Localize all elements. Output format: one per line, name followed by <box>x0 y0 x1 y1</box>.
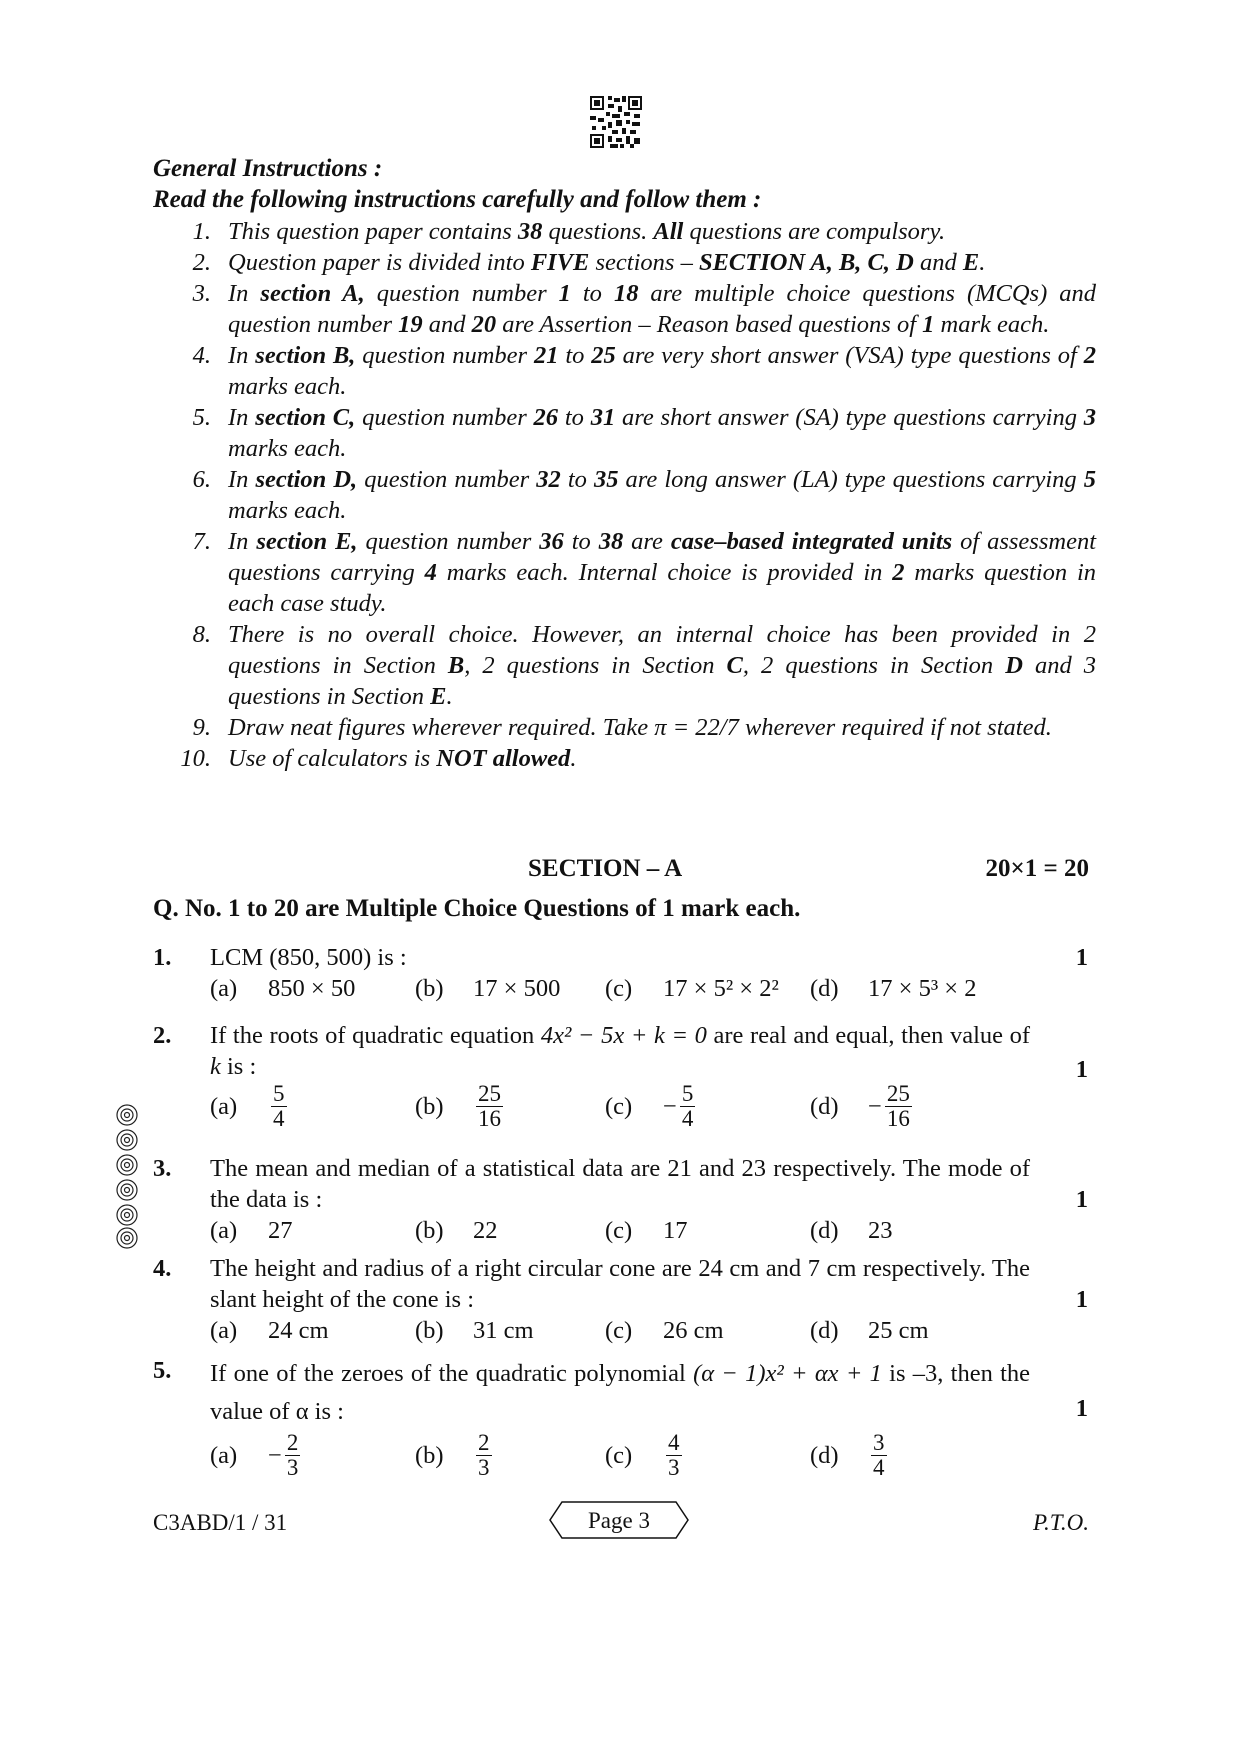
instruction-item: 7. In section E, question number 36 to 38 are case–based integrated units of assessment questions carrying 4 marks each. Internal choice is provided in 2 marks question in each case study. <box>153 526 1096 619</box>
question-number: 2. <box>153 1022 172 1049</box>
option-b: (b) 17 × 500 <box>415 975 561 1002</box>
option-b: (b) 31 cm <box>415 1317 534 1344</box>
instruction-item: 3. In section A, question number 1 to 18 are multiple choice questions (MCQs) and question number 19 and 20 are Assertion – Reason based questions of 1 mark each. <box>153 278 1096 340</box>
instruction-item: 5. In section C, question number 26 to 31 are short answer (SA) type questions carrying 3 marks each. <box>153 402 1096 464</box>
instruction-number: 10. <box>180 745 211 772</box>
question-mark: 1 <box>1075 1186 1088 1213</box>
equation: 4x² − 5x + k = 0 <box>540 1022 707 1049</box>
question-1 <box>153 942 1088 1007</box>
instruction-number: 6. <box>192 466 211 493</box>
instruction-item: 10. Use of calculators is NOT allowed. <box>153 743 1096 774</box>
option-c: (c) 17 × 5² × 2² <box>605 975 779 1002</box>
question-4 <box>153 1253 1088 1349</box>
instruction-item: 1. This question paper contains 38 questions. All questions are compulsory. <box>153 216 1096 247</box>
instructions-list <box>153 216 1096 774</box>
question-text: If one of the zeroes of the quadratic polynomial (α − 1)x² + αx + 1 is –3, then the value of α is : <box>210 1360 1031 1425</box>
instruction-number: 5. <box>192 404 211 431</box>
option-c: (c) $\frac{4}{3}$ <box>605 1430 680 1481</box>
mcq-heading: Q. No. 1 to 20 are Multiple Choice Questions of 1 mark each. <box>153 895 801 922</box>
option-d: (d) − $\frac{25}{16}$ <box>810 1081 910 1132</box>
paper-code: C3ABD/1 / 31 <box>153 1510 288 1535</box>
options-row <box>210 1431 1088 1493</box>
instruction-item: 8. There is no overall choice. However, an internal choice has been provided in 2 questions in Section B, 2 questions in Section C, 2 questions in Section D and 3 questions in Section E. <box>153 619 1096 712</box>
instruction-number: 3. <box>192 280 211 307</box>
instruction-item: 2. Question paper is divided into FIVE sections – SECTION A, B, C, D and E. <box>153 247 1096 278</box>
option-c: (c) − $\frac{5}{4}$ <box>605 1081 694 1132</box>
option-d: (d) $\frac{3}{4}$ <box>810 1430 885 1481</box>
question-mark: 1 <box>1075 944 1088 971</box>
instruction-item: 9. Draw neat figures wherever required. Take π = 22/7 wherever required if not stated. <box>153 712 1096 743</box>
page-number-badge <box>548 1500 690 1540</box>
instruction-item: 6. In section D, question number 32 to 35 are long answer (LA) type questions carrying 5 marks each. <box>153 464 1096 526</box>
question-2 <box>153 1020 1088 1144</box>
options-row <box>210 973 1088 1007</box>
option-d: (d) 17 × 5³ × 2 <box>810 975 977 1002</box>
instruction-number: 1. <box>192 218 211 245</box>
option-c: (c) 26 cm <box>605 1317 724 1344</box>
instruction-number: 9. <box>192 714 211 741</box>
options-row <box>210 1215 1088 1249</box>
section-marks: 20×1 = 20 <box>985 855 1089 882</box>
pto-label: P.T.O. <box>1032 1510 1089 1535</box>
question-number: 1. <box>153 944 172 971</box>
question-number: 5. <box>153 1357 172 1384</box>
instruction-number: 2. <box>192 249 211 276</box>
option-a: (a) 24 cm <box>210 1317 329 1344</box>
options-row <box>210 1082 1088 1144</box>
options-row <box>210 1315 1088 1349</box>
question-number: 4. <box>153 1255 172 1282</box>
equation: (α − 1)x² + αx + 1 <box>693 1360 882 1387</box>
instruction-number: 8. <box>192 621 211 648</box>
instruction-item: 4. In section B, question number 21 to 25 are very short answer (VSA) type questions of 2 marks each. <box>153 340 1096 402</box>
question-mark: 1 <box>1075 1395 1088 1422</box>
question-text: The mean and median of a statistical data are 21 and 23 respectively. The mode of the data is : <box>210 1155 1030 1213</box>
option-a: (a) 850 × 50 <box>210 975 356 1002</box>
option-d: (d) 23 <box>810 1217 893 1244</box>
question-3 <box>153 1153 1088 1249</box>
question-5 <box>153 1355 1088 1493</box>
question-mark: 1 <box>1075 1286 1088 1313</box>
section-title: SECTION – A <box>528 855 683 882</box>
question-number: 3. <box>153 1155 172 1182</box>
option-c: (c) 17 <box>605 1217 688 1244</box>
option-a: (a) 27 <box>210 1217 293 1244</box>
question-text: LCM (850, 500) is : <box>210 944 407 971</box>
question-text: The height and radius of a right circular cone are 24 cm and 7 cm respectively. The slant height of the cone is : <box>210 1255 1030 1313</box>
option-b: (b) 22 <box>415 1217 498 1244</box>
general-instructions-subtitle: Read the following instructions carefully and follow them : <box>153 186 762 213</box>
option-a: (a) − $\frac{2}{3}$ <box>210 1430 299 1481</box>
qr-code-icon <box>590 96 642 148</box>
option-a: (a) $\frac{5}{4}$ <box>210 1081 285 1132</box>
option-b: (b) $\frac{25}{16}$ <box>415 1081 501 1132</box>
question-mark: 1 <box>1075 1056 1088 1083</box>
instruction-number: 7. <box>192 528 211 555</box>
general-instructions-title: General Instructions : <box>153 155 383 182</box>
option-b: (b) $\frac{2}{3}$ <box>415 1430 490 1481</box>
spiral-seal-icon <box>112 1100 142 1250</box>
page-number: Page 3 <box>588 1508 650 1533</box>
instruction-number: 4. <box>192 342 211 369</box>
option-d: (d) 25 cm <box>810 1317 929 1344</box>
question-text: If the roots of quadratic equation 4x² − 5x + k = 0 are real and equal, then value of k is : <box>210 1022 1031 1080</box>
